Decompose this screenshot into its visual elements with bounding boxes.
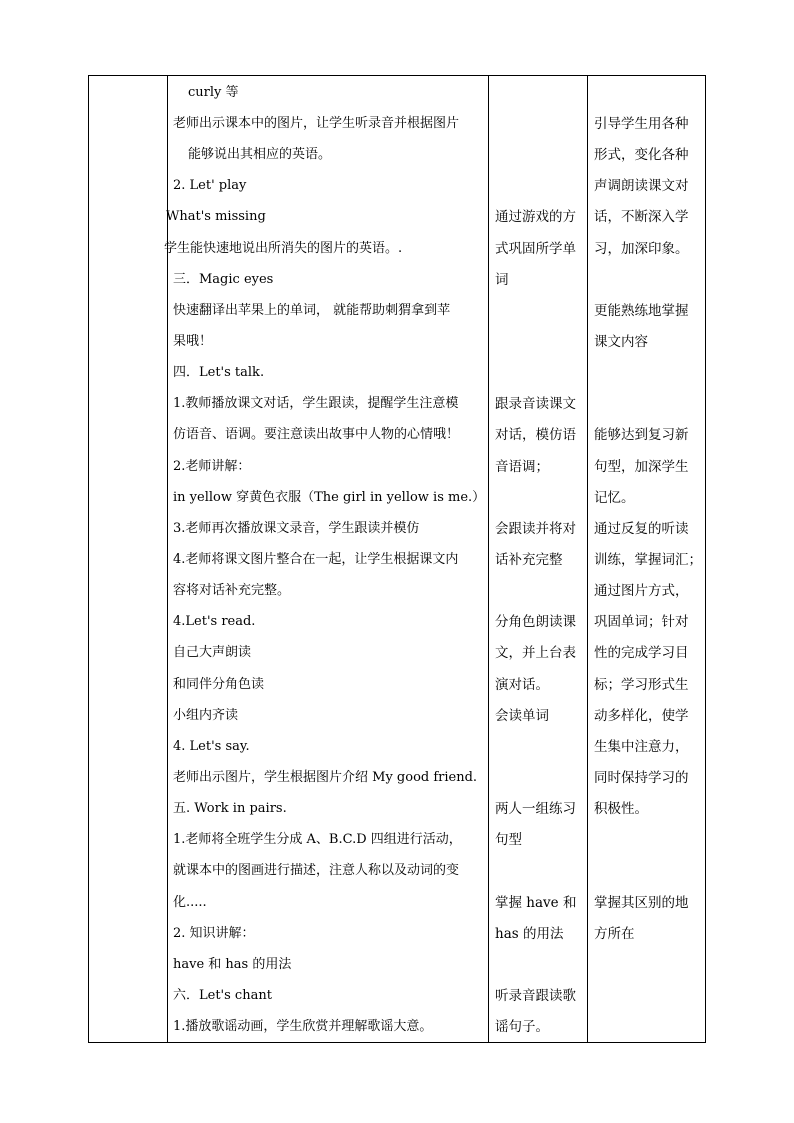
activity-line: 和同伴分角色读 <box>173 677 265 692</box>
student-line: 会读单词 <box>495 708 549 724</box>
student-line: 掌握 have 和 <box>495 895 577 911</box>
intent-line: 记忆。 <box>594 490 635 506</box>
intent-line: 同时保持学习的 <box>594 770 689 786</box>
intent-line: 课文内容 <box>594 334 648 350</box>
activity-line: 2. 知识讲解： <box>173 926 255 941</box>
stage-column-cell <box>88 75 167 1043</box>
intent-line: 积极性。 <box>594 801 648 817</box>
activity-line: 2.老师讲解： <box>173 459 251 474</box>
activity-line: 1.播放歌谣动画，学生欣赏并理解歌谣大意。 <box>173 1019 433 1034</box>
activity-line: 4.老师将课文图片整合在一起，让学生根据课文内 <box>173 552 459 567</box>
activity-line: 4. Let's say. <box>173 739 250 754</box>
student-line: 文，并上台表 <box>495 645 576 661</box>
student-line: 谣句子。 <box>495 1019 549 1035</box>
activity-line: 三．Magic eyes <box>173 272 274 287</box>
student-line: 通过游戏的方 <box>495 209 576 225</box>
student-line: 分角色朗读课 <box>495 614 576 630</box>
intent-line: 形式，变化各种 <box>594 147 689 163</box>
intent-line: 习，加深印象。 <box>594 241 689 257</box>
intent-line: 声调朗读课文对 <box>594 178 689 194</box>
column-divider <box>587 75 588 1043</box>
activity-line: 老师出示课本中的图片，让学生听录音并根据图片 <box>173 116 460 131</box>
student-line: 对话，模仿语 <box>495 427 576 443</box>
student-line: 跟录音读课文 <box>495 396 576 412</box>
teaching-activities-cell <box>164 75 486 1043</box>
activity-line: 4.Let's read. <box>173 614 256 629</box>
activity-line: in yellow 穿黄色衣服（The girl in yellow is me.） <box>173 490 486 505</box>
intent-line: 句型，加深学生 <box>594 459 689 475</box>
student-line: 话补充完整 <box>495 552 563 568</box>
activity-line: 能够说出其相应的英语。 <box>188 147 332 162</box>
student-line: has 的用法 <box>495 926 564 942</box>
intent-line: 方所在 <box>594 926 635 942</box>
design-intent-cell <box>594 75 704 1043</box>
intent-line: 更能熟练地掌握 <box>594 303 689 319</box>
activity-line: 学生能快速地说出所消失的图片的英语。. <box>164 241 403 256</box>
activity-line: 六．Let's chant <box>173 988 272 1003</box>
activity-line: 仿语音、语调。要注意读出故事中人物的心情哦！ <box>173 427 460 442</box>
activity-line: 化..... <box>173 895 207 910</box>
activity-line: What's missing <box>166 209 266 224</box>
student-line: 演对话。 <box>495 677 549 693</box>
intent-line: 通过图片方式， <box>594 583 689 599</box>
intent-line: 引导学生用各种 <box>594 116 689 132</box>
student-line: 音语调； <box>495 459 549 475</box>
intent-line: 话，不断深入学 <box>594 209 689 225</box>
activity-line: 3.老师再次播放课文录音，学生跟读并模仿 <box>173 521 420 536</box>
activity-line: 快速翻译出苹果上的单词， 就能帮助刺猬拿到苹 <box>173 303 451 318</box>
activity-line: have 和 has 的用法 <box>173 957 292 972</box>
intent-line: 标；学习形式生 <box>594 677 689 693</box>
student-line: 听录音跟读歌 <box>495 988 576 1004</box>
student-line: 词 <box>495 272 509 288</box>
student-line: 句型 <box>495 832 522 848</box>
intent-line: 能够达到复习新 <box>594 427 689 443</box>
student-activities-cell <box>495 75 585 1043</box>
intent-line: 训练，掌握词汇； <box>594 552 702 568</box>
activity-line: 2. Let' play <box>173 178 247 193</box>
activity-line: 容将对话补充完整。 <box>173 583 291 598</box>
student-line: 式巩固所学单 <box>495 241 576 257</box>
activity-line: 1.老师将全班学生分成 A、B.C.D 四组进行活动， <box>173 832 462 847</box>
column-divider <box>488 75 489 1043</box>
activity-line: 四．Let's talk. <box>173 365 265 380</box>
intent-line: 性的完成学习目 <box>594 645 689 661</box>
activity-line: 果哦！ <box>173 334 213 349</box>
student-line: 两人一组练习 <box>495 801 576 817</box>
activity-line: 1.教师播放课文对话，学生跟读，提醒学生注意模 <box>173 396 459 411</box>
activity-line: 自己大声朗读 <box>173 645 252 660</box>
intent-line: 通过反复的听读 <box>594 521 689 537</box>
activity-line: 就课本中的图画进行描述，注意人称以及动词的变 <box>173 863 460 878</box>
student-line: 会跟读并将对 <box>495 521 576 537</box>
activity-line: 五. Work in pairs. <box>173 801 287 816</box>
intent-line: 巩固单词；针对 <box>594 614 689 630</box>
activity-line: 小组内齐读 <box>173 708 239 723</box>
intent-line: 动多样化，使学 <box>594 708 689 724</box>
activity-line: curly 等 <box>188 85 239 100</box>
intent-line: 生集中注意力， <box>594 739 689 755</box>
intent-line: 掌握其区别的地 <box>594 895 689 911</box>
activity-line: 老师出示图片，学生根据图片介绍 My good friend. <box>173 770 478 785</box>
